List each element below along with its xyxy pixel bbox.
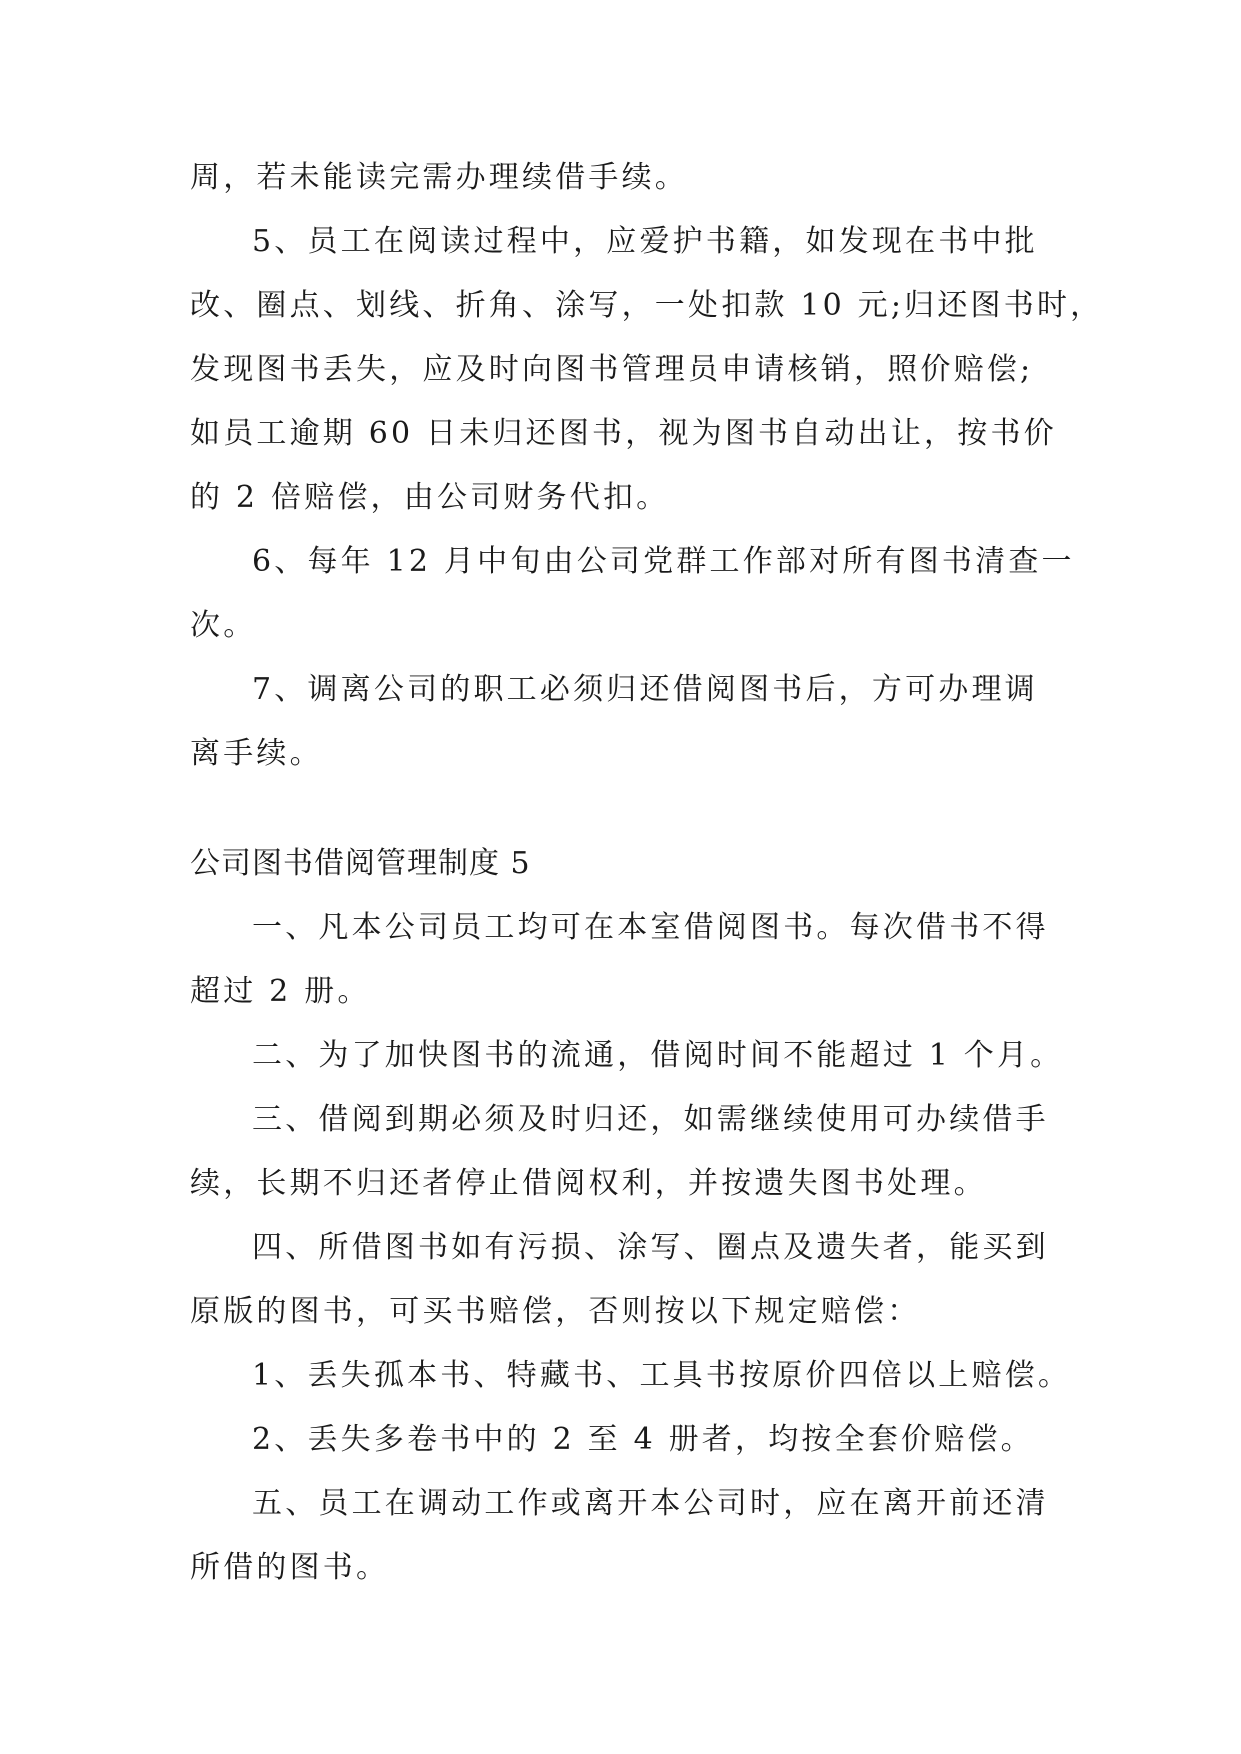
text-line: 7、调离公司的职工必须归还借阅图书后，方可办理调 [252, 672, 1038, 707]
text-line: 一、凡本公司员工均可在本室借阅图书。每次借书不得 [252, 910, 1049, 945]
text-line: 四、所借图书如有污损、涂写、圈点及遗失者，能买到 [252, 1230, 1049, 1265]
text-line: 五、员工在调动工作或离开本公司时，应在离开前还清 [252, 1486, 1049, 1521]
text-line: 二、为了加快图书的流通，借阅时间不能超过 1 个月。 [252, 1038, 1064, 1073]
text-line: 发现图书丢失，应及时向图书管理员申请核销，照价赔偿; [190, 352, 1034, 387]
text-line: 所借的图书。 [190, 1550, 390, 1585]
text-line: 原版的图书，可买书赔偿，否则按以下规定赔偿： [190, 1294, 921, 1329]
text-line: 6、每年 12 月中旬由公司党群工作部对所有图书清查一 [252, 544, 1075, 579]
text-line: 离手续。 [190, 736, 323, 771]
text-line: 续，长期不归还者停止借阅权利，并按遗失图书处理。 [190, 1166, 987, 1201]
text-line: 1、丢失孤本书、特藏书、工具书按原价四倍以上赔偿。 [252, 1358, 1072, 1393]
text-line: 周，若未能读完需办理续借手续。 [190, 160, 688, 195]
text-line: 2、丢失多卷书中的 2 至 4 册者，均按全套价赔偿。 [252, 1422, 1034, 1457]
text-line: 超过 2 册。 [190, 974, 371, 1009]
text-line: 5、员工在阅读过程中，应爱护书籍，如发现在书中批 [252, 224, 1038, 259]
text-line: 次。 [190, 608, 257, 643]
section-title: 公司图书借阅管理制度 5 [190, 846, 531, 881]
text-line: 改、圈点、划线、折角、涂写，一处扣款 10 元;归还图书时， [190, 288, 1104, 323]
text-line: 的 2 倍赔偿，由公司财务代扣。 [190, 480, 670, 515]
text-line: 三、借阅到期必须及时归还，如需继续使用可办续借手 [252, 1102, 1049, 1137]
text-line: 如员工逾期 60 日未归还图书，视为图书自动出让，按书价 [190, 416, 1057, 451]
